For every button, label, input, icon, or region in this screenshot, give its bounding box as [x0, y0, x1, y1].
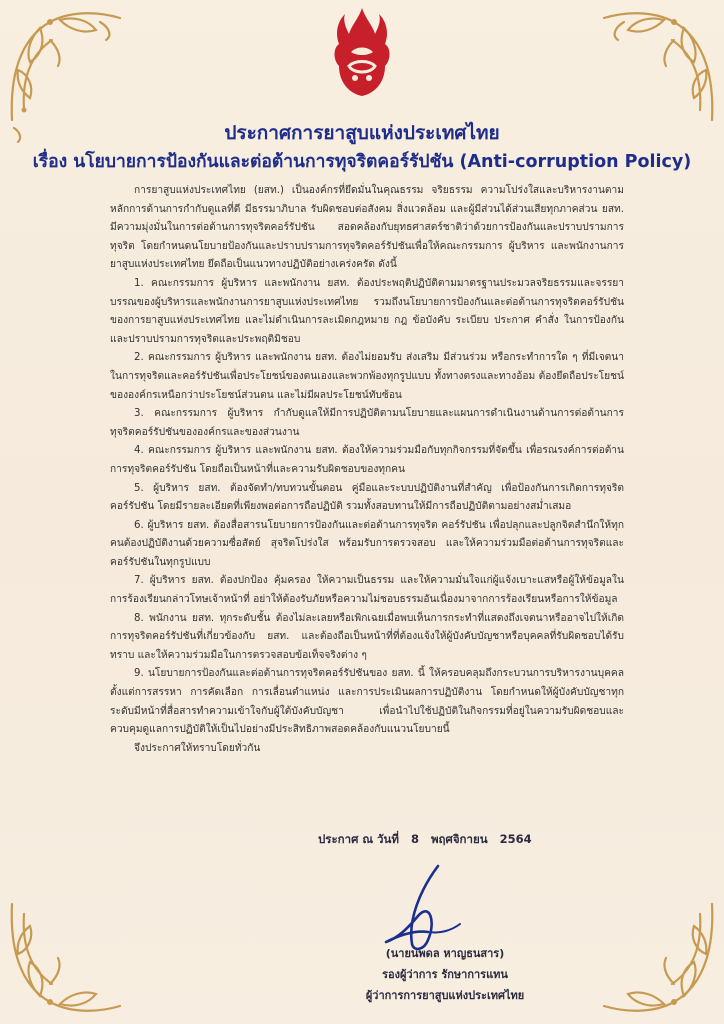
policy-item: 2. คณะกรรมการ ผู้บริหาร และพนักงาน ยสท. ต้องไม่ยอมรับ ส่งเสริม มีส่วนร่วม หรือกระทำการใด ๆ ที่มีเจตนาในการทุจริตและคอร์รัปชันเพื่อประโยชน์ของตนเองและพวกพ้องทุกรูปแบบ ทั้งทางตรงและทางอ้อม ต้องยึดถือประโยชน์ขององค์กรเหนือกว่าประโยชน์ส่วนตน และไม่มีผลประโยชน์ทับซ้อน [110, 352, 624, 401]
policy-body [110, 182, 624, 758]
announcement-date: ประกาศ ณ วันที่ 8 พฤศจิกายน 2564 [318, 832, 532, 846]
policy-item: 9. นโยบายการป้องกันและต่อต้านการทุจริตคอร์รัปชันของ ยสท. นี้ ให้ครอบคลุมถึงกระบวนการบริหารงานบุคคลตั้งแต่การสรรหา การคัดเลือก การเลื่อนตำแหน่ง และการประเมินผลการปฏิบัติงาน โดยกำหนดให้ผู้บังคับบัญชาทุกระดับมีหน้าที่สื่อสารทำความเข้าใจกับผู้ใต้บังคับบัญชา เพื่อนำไปใช้ปฏิบัติในกิจกรรมที่อยู่ในความรับผิดชอบและควบคุมดูแลการปฏิบัติให้เป็นไปอย่างมีประสิทธิภาพสอดคล้องกับแนวนโยบายนี้ [110, 668, 624, 736]
policy-item: 6. ผู้บริหาร ยสท. ต้องสื่อสารนโยบายการป้องกันและต่อต้านการทุจริต คอร์รัปชัน เพื่อปลุกและปลูกจิตสำนึกให้ทุกคนต้องปฏิบัติงานด้วยความซื่อสัตย์ สุจริตโปร่งใส พร้อมรับการตรวจสอบ และให้ความร่วมมือต่อต้านการทุจริตและคอร์รัปชันในทุกรูปแบบ [110, 519, 624, 568]
corner-ornament-icon [574, 874, 724, 1024]
policy-item: 8. พนักงาน ยสท. ทุกระดับชั้น ต้องไม่ละเลยหรือเพิกเฉยเมื่อพบเห็นการกระทำที่แสดงถึงเจตนาหรืออาจไปให้เกิดการทุจริตคอร์รัปชันที่เกี่ยวข้องกับ ยสท. และต้องถือเป็นหน้าที่ที่ต้องแจ้งให้ผู้บังคับบัญชาหรือบุคคลที่รับผิดชอบได้รับทราบ และให้ความร่วมมือในการตรวจสอบข้อเท็จจริงต่าง ๆ [110, 612, 624, 661]
signer-organization: ผู้ว่าการการยาสูบแห่งประเทศไทย [365, 989, 525, 1002]
signer-name: (นายนพดล หาญธนสาร) [385, 947, 505, 960]
page-title: ประกาศการยาสูบแห่งประเทศไทย [224, 122, 500, 144]
policy-item: 3. คณะกรรมการ ผู้บริหาร กำกับดูแลให้มีการปฏิบัติตามนโยบายและแผนการดำเนินงานด้านการต่อต้านการทุจริตคอร์รัปชันขององค์กรและของส่วนงาน [110, 408, 624, 438]
policy-item: 4. คณะกรรมการ ผู้บริหาร และพนักงาน ยสท. ต้องให้ความร่วมมือกับทุกกิจกรรมที่จัดขึ้น เพื่อรณรงค์การต่อต้านการทุจริตคอร์รัปชัน โดยถือเป็นหน้าที่และความรับผิดชอบของทุกคน [110, 445, 624, 475]
signer-position: รองผู้ว่าการ รักษาการแทน [382, 968, 508, 981]
policy-item: 1. คณะกรรมการ ผู้บริหาร และพนักงาน ยสท. ต้องประพฤติปฏิบัติตามมาตรฐานประมวลจริยธรรมและจรรยาบรรณของผู้บริหารและพนักงานการยาสูบแห่งประเทศไทย รวมถึงนโยบายการป้องกันและต่อต้านการทุจริตคอร์รัปชันของการยาสูบแห่งประเทศไทย และไม่ดำเนินการละเมิดกฎหมาย กฎ ข้อบังคับ ระเบียบ ประกาศ คำสั่ง ในการป้องกันและปราบปรามการทุจริตและประพฤติมิชอบ [110, 277, 624, 345]
corner-ornament-icon [0, 874, 150, 1024]
tobacco-authority-logo-icon [331, 4, 393, 100]
closing-line: จึงประกาศให้ทราบโดยทั่วกัน [134, 742, 261, 754]
policy-item: 5. ผู้บริหาร ยสท. ต้องจัดทำ/ทบทวนขั้นตอน คู่มือและระบบปฏิบัติงานที่สำคัญ เพื่อป้องกันการเกิดการทุจริตคอร์รัปชัน โดยมีรายละเอียดที่เพียงพอต่อการถือปฏิบัติ รวมทั้งสอบทานให้มีการถือปฏิบัติตามอย่างสม่ำเสมอ [110, 482, 624, 513]
policy-item: 7. ผู้บริหาร ยสท. ต้องปกป้อง คุ้มครอง ให้ความเป็นธรรม และให้ความมั่นใจแก่ผู้แจ้งเบาะแสหรือผู้ให้ข้อมูลในการร้องเรียนกล่าวโทษเจ้าหน้าที่ อย่าให้ต้องรับภัยหรือความไม่ชอบธรรมอันเนื่องมาจากการร้องเรียนหรือการให้ข้อมูล [110, 575, 624, 606]
intro-paragraph: การยาสูบแห่งประเทศไทย (ยสท.) เป็นองค์กรที่ยึดมั่นในคุณธรรม จริยธรรม ความโปร่งใสและบริหารงานตามหลักการด้านการกำกับดูแลที่ดี มีธรรมาภิบาล รับผิดชอบต่อสังคม สิ่งแวดล้อม และผู้มีส่วนได้ส่วนเสียทุกภาคส่วน ยสท. มีความมุ่งมั่นในการต่อต้านการทุจริตคอร์รัปชัน สอดคล้องกับยุทธศาสตร์ชาติว่าด้วยการป้องกันและปราบปรามการทุจริต โดยกำหนดนโยบายป้องกันและปราบปรามการทุจริตคอร์รัปชันเพื่อให้คณะกรรมการ ผู้บริหาร และพนักงานการยาสูบแห่งประเทศไทย ยึดถือเป็นแนวทางปฏิบัติอย่างเคร่งครัด ดังนี้ [110, 185, 624, 271]
page-subtitle: เรื่อง นโยบายการป้องกันและต่อต้านการทุจริตคอร์รัปชัน (Anti-corruption Policy) [32, 152, 692, 172]
